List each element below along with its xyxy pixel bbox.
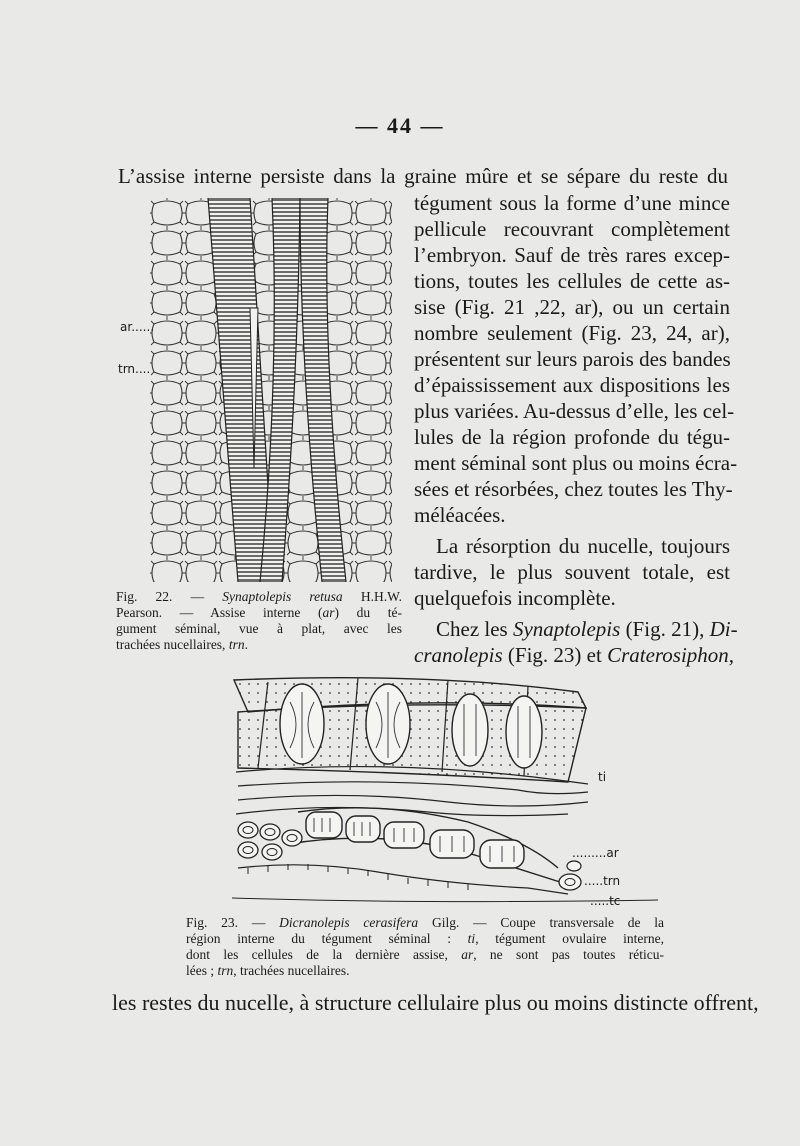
caption-line: Pearson. — Assise interne (ar) du té- bbox=[116, 605, 402, 620]
column-text-line: ment séminal sont plus ou moins écra- bbox=[414, 451, 738, 475]
column-text-line: tégument sous la forme d’une mince bbox=[414, 191, 730, 215]
page-number: — 44 — bbox=[355, 113, 445, 138]
column-text-line: pellicule recouvrant complètement bbox=[414, 217, 730, 241]
caption-line: lées ; trn, trachées nucellaires. bbox=[186, 963, 350, 978]
figure-22-drawing bbox=[150, 198, 392, 582]
column-text-line: présentent sur leurs parois des bandes bbox=[414, 347, 731, 371]
column-text-line: d’épaississement aux dispositions les bbox=[414, 373, 730, 397]
caption-line: gument séminal, vue à plat, avec les bbox=[116, 621, 402, 636]
caption-line: trachées nucellaires, trn. bbox=[116, 637, 248, 652]
label-trn-fig22: trn.... bbox=[118, 362, 151, 376]
paragraph-line: quelquefois incomplète. bbox=[414, 586, 616, 610]
label-trn-fig23: .....trn bbox=[584, 874, 621, 888]
figure-23-caption bbox=[186, 915, 664, 979]
caption-line: Fig. 23. — Dicranolepis cerasifera Gilg. — Coupe transversale de la bbox=[186, 915, 664, 930]
column-text-line: tions, toutes les cellules de cette as- bbox=[414, 269, 730, 293]
paragraph-line: Chez les Synaptolepis (Fig. 21), Di- bbox=[436, 617, 738, 641]
column-text-line: lules de la région profonde du tégu- bbox=[414, 425, 730, 449]
column-text-line: méléacées. bbox=[414, 503, 506, 527]
column-text-line: l’embryon. Sauf de très rares excep- bbox=[414, 243, 730, 267]
label-tc-fig23: .....tc bbox=[590, 894, 621, 908]
column-text-line: nombre seulement (Fig. 23, 24, ar), bbox=[414, 321, 730, 345]
caption-line: région interne du tégument séminal : ti, tégument ovulaire interne, bbox=[186, 931, 664, 946]
paragraph-line: tardive, le plus souvent totale, est bbox=[414, 560, 730, 584]
label-ti-fig23: ti bbox=[598, 770, 607, 784]
body-text-line: les restes du nucelle, à structure cellulaire plus ou moins distincte offrent, bbox=[112, 990, 759, 1015]
body-text-line: L’assise interne persiste dans la graine mûre et se sépare du reste du bbox=[118, 164, 728, 188]
column-text-line: sise (Fig. 21 ,22, ar), ou un certain bbox=[414, 295, 730, 319]
label-ar-fig23: .........ar bbox=[572, 846, 619, 860]
paragraph-line: La résorption du nucelle, toujours bbox=[436, 534, 730, 558]
caption-line: Fig. 22. — Synaptolepis retusa H.H.W. bbox=[116, 589, 402, 604]
paragraph-line: cranolepis (Fig. 23) et Craterosiphon, bbox=[414, 643, 735, 667]
column-text-line: sées et résorbées, chez toutes les Thy- bbox=[414, 477, 733, 501]
figure-22-caption bbox=[116, 589, 402, 653]
column-text-line: plus variées. Au-dessus d’elle, les cel- bbox=[414, 399, 735, 423]
label-ar-fig22: ar...... bbox=[120, 320, 155, 334]
caption-line: dont les cellules de la dernière assise, ar, ne sont pas toutes réticu- bbox=[186, 947, 664, 962]
